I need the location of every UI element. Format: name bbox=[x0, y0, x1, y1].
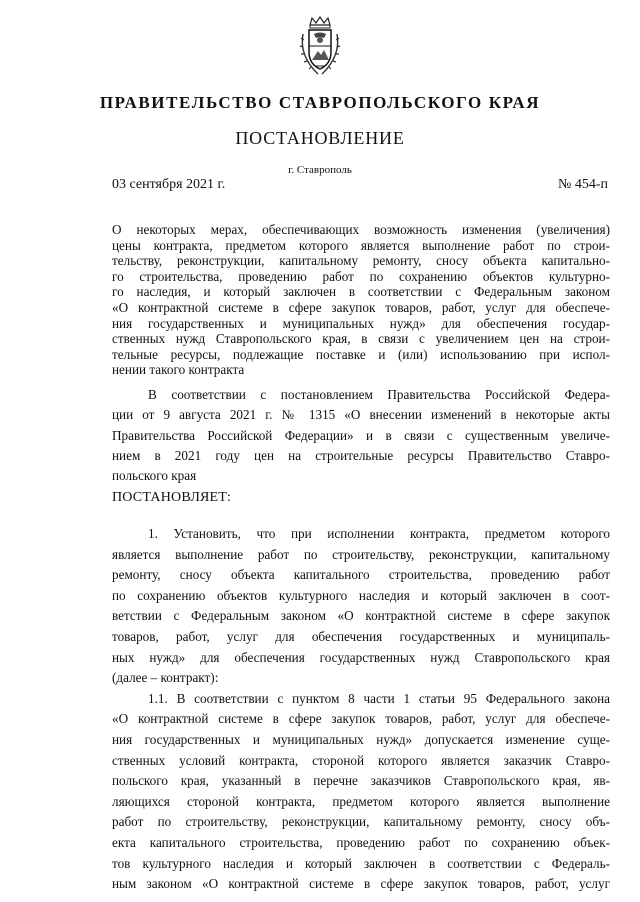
document-body bbox=[112, 524, 610, 895]
subject-line: цены контракта, предметом которого является выполнение работ по строи- bbox=[112, 237, 610, 253]
body-line: товаров, работ, услуг для обеспечения государственных и муниципаль- bbox=[112, 628, 610, 644]
preamble-line: польского края bbox=[112, 468, 197, 484]
preamble-line: нием в 2021 году цен на строительные ресурсы Правительство Ставро- bbox=[112, 447, 610, 463]
subject-line: тельные ресурсы, подлежащие поставке и (или) использованию при испол- bbox=[112, 346, 610, 362]
document-subject bbox=[112, 222, 610, 378]
body-line: ным законом «О контрактной системе в сфере закупок товаров, работ, услуг bbox=[112, 876, 610, 892]
body-line: по сохранению объектов культурного наследия и который заключен в соот- bbox=[112, 587, 610, 603]
document-type: ПОСТАНОВЛЕНИЕ bbox=[235, 128, 405, 148]
subject-line: О некоторых мерах, обеспечивающих возможность изменения (увеличения) bbox=[112, 222, 610, 237]
body-line: работ по строительству, реконструкции, капитальному ремонту, сносу объ- bbox=[112, 814, 610, 830]
decree-heading: ПОСТАНОВЛЯЕТ: bbox=[112, 490, 232, 505]
preamble-line: ции от 9 августа 2021 г. № 1315 «О внесении изменений в некоторые акты bbox=[112, 407, 610, 423]
subject-line: ственных нужд Ставропольского края, в связи с увеличением цен на строи- bbox=[112, 331, 610, 347]
body-line: 1.1. В соответствии с пунктом 8 части 1 статьи 95 Федерального закона bbox=[148, 690, 610, 706]
subject-line: го наследия, и который заключен в соответствии с Федеральным законом bbox=[112, 284, 610, 300]
government-title: ПРАВИТЕЛЬСТВО СТАВРОПОЛЬСКОГО КРАЯ bbox=[99, 93, 541, 112]
subject-line: тельству, реконструкции, капитальному ремонту, сносу объекта капитально- bbox=[112, 253, 610, 269]
body-line: «О контрактной системе в сфере закупок товаров, работ, услуг для обеспече- bbox=[112, 711, 610, 727]
subject-line: «О контрактной системе в сфере закупок товаров, работ, услуг для обеспече- bbox=[112, 299, 610, 315]
body-line: екта капитального строительства, проведению работ по сохранению объек- bbox=[112, 834, 610, 850]
body-line: ляющихся стороной контракта, предметом которого является выполнение bbox=[112, 793, 610, 809]
body-line: 1. Установить, что при исполнении контракта, предметом которого bbox=[148, 526, 610, 541]
body-line: тов культурного наследия и который заключен в соответствии с Федераль- bbox=[112, 855, 610, 871]
body-line: ветствии с Федеральным законом «О контрактной системе в сфере закупок bbox=[112, 608, 610, 624]
document-number: № 454-п bbox=[557, 177, 608, 192]
subject-line: нении такого контракта bbox=[112, 362, 245, 378]
body-line: польского края, указанный в перечне заказчиков Ставропольского края, яв- bbox=[112, 773, 610, 789]
preamble-line: В соответствии с постановлением Правительства Российской Федера- bbox=[148, 387, 610, 402]
coat-of-arms-icon bbox=[298, 16, 342, 78]
body-line: является выполнение работ по строительству, реконструкции, капитальному bbox=[112, 546, 610, 562]
preamble bbox=[112, 385, 610, 486]
body-line: (далее – контракт): bbox=[112, 670, 219, 686]
body-line: ственных условий контракта, стороной которого является заказчик Ставро- bbox=[112, 752, 610, 768]
subject-line: го строительства, проведению работ по сохранению объектов культурно- bbox=[112, 268, 610, 284]
document-date: 03 сентября 2021 г. bbox=[112, 177, 226, 192]
body-line: ния государственных и муниципальных нужд» допускается изменение суще- bbox=[112, 731, 610, 747]
city: г. Ставрополь bbox=[288, 164, 352, 176]
subject-line: ния государственных и муниципальных нужд» для обеспечения государ- bbox=[112, 315, 610, 331]
preamble-line: Правительства Российской Федерации» и в связи с существенным увеличе- bbox=[112, 427, 610, 443]
body-line: ремонту, сносу объекта капитального строительства, проведению работ bbox=[112, 567, 610, 583]
body-line: ных нужд» для обеспечения государственных нужд Ставропольского края bbox=[112, 649, 610, 665]
